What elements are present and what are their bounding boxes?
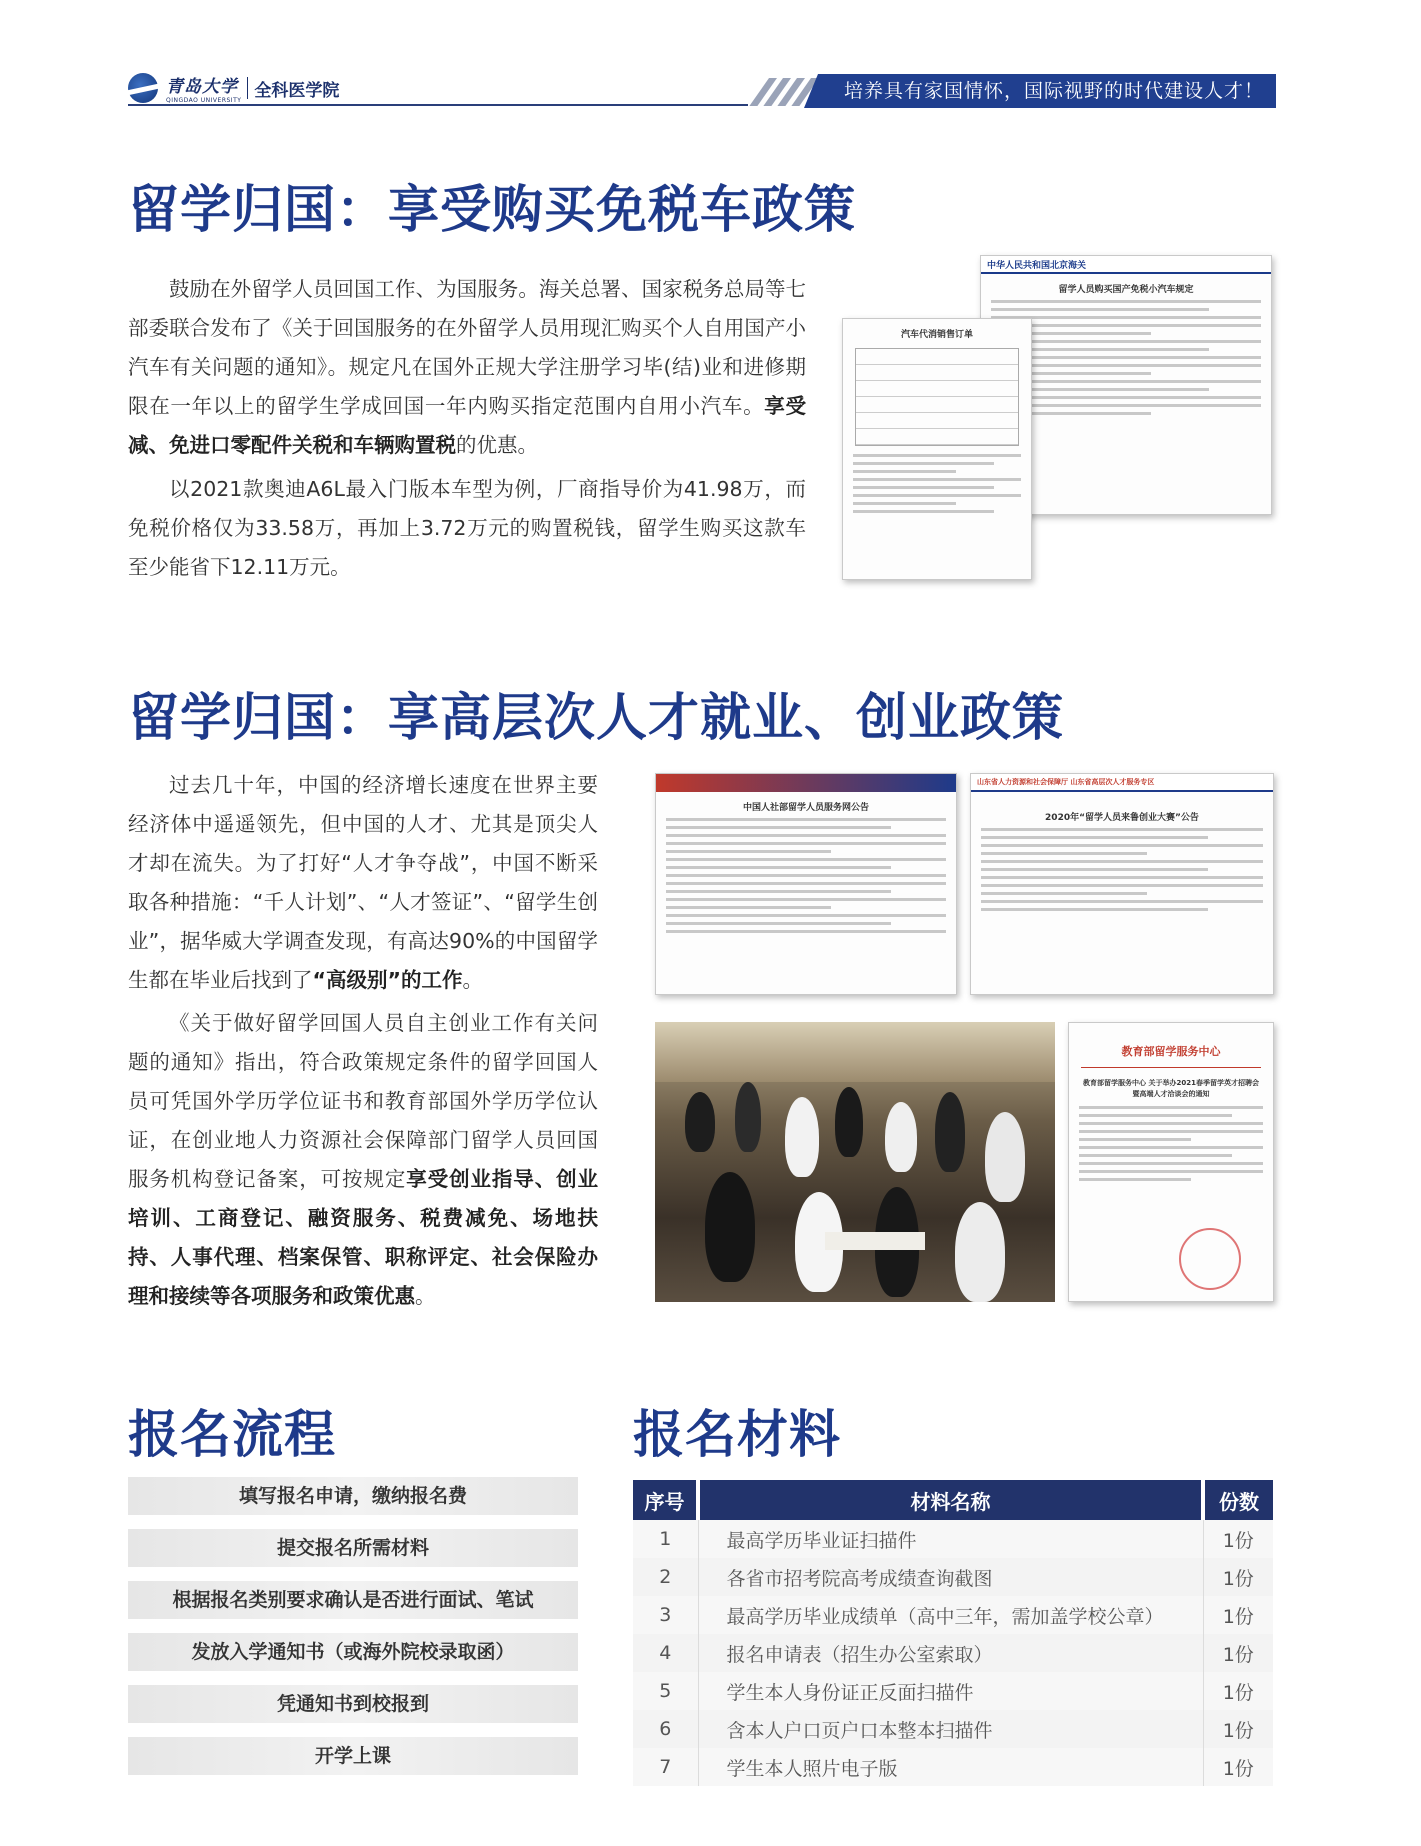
table-row: 7 学生本人照片电子版 1份 xyxy=(633,1748,1273,1786)
slogan-banner: 培养具有家国情怀，国际视野的时代建设人才！ xyxy=(818,74,1276,108)
process-title: 报名流程 xyxy=(128,1406,337,1465)
section-title-talent-policy: 留学归国：享高层次人才就业、创业政策 xyxy=(128,689,1065,748)
section1-paragraph-1: 鼓励在外留学人员回国工作、为国服务。海关总署、国家税务总局等七部委联合发布了《关于回国服务的在外留学人员用现汇购买个人自用国产小汽车有关问题的通知》。规定凡在国外正规大学注册学习毕(结)业和进修期限在一年以上的留学生学成回国一年内购买指定范围内自用小汽车。享受减、免进口零配件关税和车辆购置税的优惠。 xyxy=(128,277,807,457)
shandong-startup-contest-image: 山东省人力资源和社会保障厅 山东省高层次人才服务专区 2020年“留学人员来鲁创业大赛”公告 xyxy=(970,773,1274,995)
logo-cn-text: 青岛大学 xyxy=(166,77,238,97)
section-title-tax-free-car: 留学归国：享受购买免税车政策 xyxy=(128,181,857,240)
process-steps xyxy=(128,1477,578,1789)
logo-separator xyxy=(247,77,248,99)
process-step: 填写报名申请，缴纳报名费 xyxy=(128,1477,578,1515)
car-purchase-order-image: 汽车代消销售订单 xyxy=(842,318,1032,580)
table-row: 2 各省市招考院高考成绩查询截图 1份 xyxy=(633,1558,1273,1596)
overseas-talent-notice-image: 中国人社部留学人员服务网公告 xyxy=(655,773,957,995)
process-step: 凭通知书到校报到 xyxy=(128,1685,578,1723)
logo-en-text: QINGDAO UNIVERSITY xyxy=(166,97,242,104)
page-header xyxy=(0,0,1421,120)
table-row: 4 报名申请表（招生办公室索取） 1份 xyxy=(633,1634,1273,1672)
materials-title: 报名材料 xyxy=(633,1406,842,1465)
process-step: 开学上课 xyxy=(128,1737,578,1775)
official-seal-icon xyxy=(1179,1228,1241,1290)
job-fair-photo xyxy=(655,1022,1055,1302)
process-step: 提交报名所需材料 xyxy=(128,1529,578,1567)
study-abroad-center-notice-image: 教育部留学服务中心 教育部留学服务中心 关于举办2021春季留学英才招聘会 暨高端人才洽谈会的通知 xyxy=(1068,1022,1274,1302)
column-header-quantity: 份数 xyxy=(1203,1480,1273,1520)
column-header-number: 序号 xyxy=(633,1480,698,1520)
table-header-row xyxy=(633,1480,1273,1520)
column-header-name: 材料名称 xyxy=(698,1480,1203,1520)
header-divider xyxy=(128,104,748,106)
university-logo xyxy=(128,68,339,108)
table-row: 6 含本人户口页户口本整本扫描件 1份 xyxy=(633,1710,1273,1748)
table-row: 1 最高学历毕业证扫描件 1份 xyxy=(633,1520,1273,1558)
materials-table xyxy=(633,1480,1273,1786)
section2-paragraph-1: 过去几十年，中国的经济增长速度在世界主要经济体中遥遥领先，但中国的人才、尤其是顶尖人才却在流失。为了打好“人才争夺战”，中国不断采取各种措施：“千人计划”、“人才签证”、“留学生创业”，据华威大学调查发现，有高达90%的中国留学生都在毕业后找到了“高级别”的工作。 xyxy=(128,773,598,992)
section2-paragraph-2: 《关于做好留学回国人员自主创业工作有关问题的通知》指出，符合政策规定条件的留学回国人员可凭国外学历学位证书和教育部国外学历学位认证，在创业地人力资源社会保障部门留学人员回国服务机构登记备案，可按规定享受创业指导、创业培训、工商登记、融资服务、税费减免、场地扶持、人事代理、档案保管、职称评定、社会保险办理和接续等各项服务和政策优惠。 xyxy=(128,1011,599,1308)
university-emblem-icon xyxy=(128,73,158,103)
section2-text xyxy=(128,766,598,1316)
section1-paragraph-2: 以2021款奥迪A6L最入门版本车型为例，厂商指导价为41.98万，而免税价格仅为33.58万，再加上3.72万元的购置税钱，留学生购买这款车至少能省下12.11万元。 xyxy=(128,477,806,579)
college-name: 全科医学院 xyxy=(254,80,340,101)
process-step: 根据报名类别要求确认是否进行面试、笔试 xyxy=(128,1581,578,1619)
section1-text xyxy=(128,270,806,587)
process-step: 发放入学通知书（或海外院校录取函） xyxy=(128,1633,578,1671)
table-row: 3 最高学历毕业成绩单（高中三年，需加盖学校公章） 1份 xyxy=(633,1596,1273,1634)
table-row: 5 学生本人身份证正反面扫描件 1份 xyxy=(633,1672,1273,1710)
customs-regulation-image: 中华人民共和国北京海关 留学人员购买国产免税小汽车规定 xyxy=(980,255,1272,515)
